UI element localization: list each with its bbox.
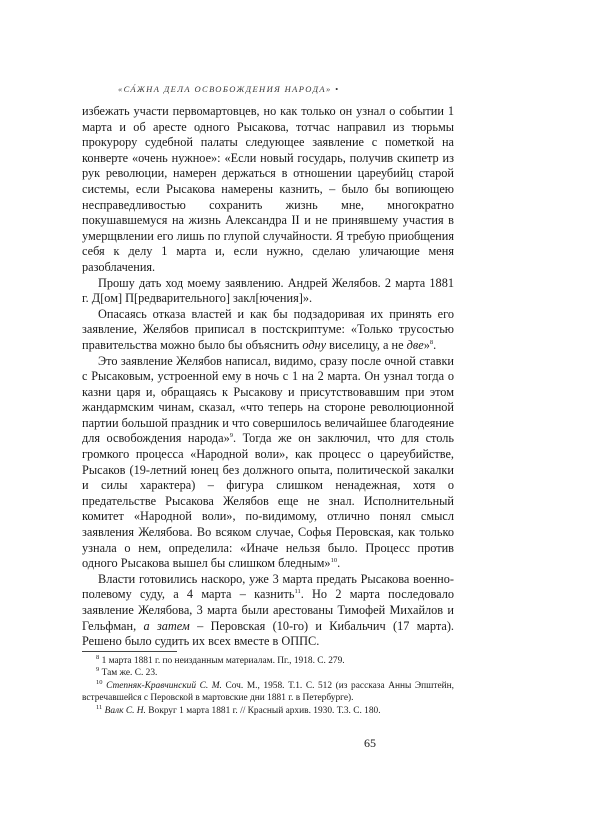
footnote-ref-11[interactable]: 11	[294, 588, 301, 596]
p3-tail: .	[433, 337, 437, 352]
footnote-11	[82, 705, 454, 717]
main-text	[82, 104, 454, 650]
p4-text-a: Это заявление Желябов написал, видимо, сразу после очной ставки с Рысаковым, устроенной ему в ночь с 1 на 2 марта. Он узнал тогда о казни царя и, обращаясь к Рысакову и присутствовавшим при этом жандармским чинам, сказал, «что теперь на стороне революционной партии большой праздник и что совершилось величайшее благодеяние для освобождения народа»	[82, 353, 454, 446]
footnote-text: Там же. С. 23.	[99, 668, 158, 679]
p5-text-c: – Перовская (10-го) и Кибальчич (17 марта). Решено было судить их всех вместе в ОППС.	[82, 618, 454, 649]
footnote-number: 9	[96, 666, 100, 674]
p5-emphasis: а затем	[143, 618, 190, 633]
paragraph-1: избежать участи первомартовцев, но как только он узнал о событии 1 марта и об аресте одного Рысакова, тотчас направил из тюрьмы прокурору судебной палаты следующее заявление с пометкой на конверте «очень нужное»: «Если новый государь, получив скипетр из рук революции, намерен держаться в отношении цареубийц старой системы, если Рысакова намерены казнить, – было бы вопиющею несправедливостью сохранить жизнь мне, многократно покушавшемуся на жизнь Александра II и не принявшему участия в умерщвлении его лишь по глупой случайности. Я требую приобщения себя к делу 1 марта и, если нужно, сделаю уличающие меня разоблачения.	[82, 104, 454, 274]
paragraph-5	[82, 572, 454, 650]
footnote-text: Вокруг 1 марта 1881 г. // Красный архив. 1930. Т.3. С. 180.	[145, 705, 381, 716]
paragraph-4	[82, 354, 454, 572]
footnote-text: 1 марта 1881 г. по неизданным материалам. Пг., 1918. С. 279.	[99, 656, 345, 666]
p5-text-b: . Но 2 марта последовало заявление Желябова, 3 марта были арестованы Тимофей Михайлов и Гельфман,	[82, 587, 455, 633]
p5-text-a: Власти готовились наскоро, уже 3 марта предать Рысакова военно-полевому суду, а 4 марта – казнить	[82, 571, 454, 602]
footnote-text: Соч. М., 1958. Т.1. С. 512 (из рассказа Анны Эпштейн, встречавшейся с Перовской в мартовские дни 1881 г. в Петербурге).	[82, 680, 454, 704]
p4-text-c: .	[337, 556, 341, 571]
footnote-ref-9[interactable]: 9	[229, 432, 234, 440]
p4-text-b: . Тогда же он заключил, что для столь громкого процесса «Народной воли», как процесс о цареубийстве, Рысаков (19-летний юнец без должного опыта, политической закалки и силы характера) – фигура слишком ненадежная, хотя о предательстве Рысакова Желябов еще не знал. Исполнительный комитет «Народной воли», по-видимому, отлично понял смысл заявления Желябова. Во всяком случае, Софья Перовская, как только узнала о нем, определила: «Иначе нельзя было. Процесс против одного Рысакова вышел бы слишком бледным»	[82, 431, 454, 571]
footnote-author: Степняк-Кравчинский С. М.	[106, 680, 222, 691]
p3-text-start: Опасаясь отказа властей и как бы подзадоривая их принять его заявление, Желябов приписал в постскриптуме: «Только трусостью правительства можно было бы объяснить	[82, 306, 454, 352]
footnotes	[82, 655, 454, 717]
p3-emphasis-two: две	[406, 337, 424, 352]
footnote-8	[82, 655, 454, 667]
p3-text-end: »	[423, 337, 430, 352]
footnote-author: Валк С. Н.	[104, 705, 146, 716]
footnote-separator	[82, 651, 177, 652]
footnote-number: 11	[96, 703, 103, 711]
page-number: 65	[364, 736, 376, 750]
footnote-9	[82, 667, 454, 679]
footnote-10	[82, 680, 454, 705]
footnote-number: 10	[96, 678, 103, 686]
running-head: «СА́ЖНА ДЕЛА ОСВОБОЖДЕНИЯ НАРОДА» •	[118, 84, 340, 94]
footnote-ref-8[interactable]: 8	[429, 338, 434, 346]
p3-emphasis-one: одну	[302, 337, 327, 352]
p3-text-mid: виселицу, а не	[326, 337, 407, 352]
paragraph-3	[82, 307, 454, 354]
footnote-ref-10[interactable]: 10	[330, 557, 338, 565]
footnote-number: 8	[96, 653, 100, 661]
paragraph-2: Прошу дать ход моему заявлению. Андрей Желябов. 2 марта 1881 г. Д[ом] П[редварительного] закл[ючения]».	[82, 275, 454, 306]
